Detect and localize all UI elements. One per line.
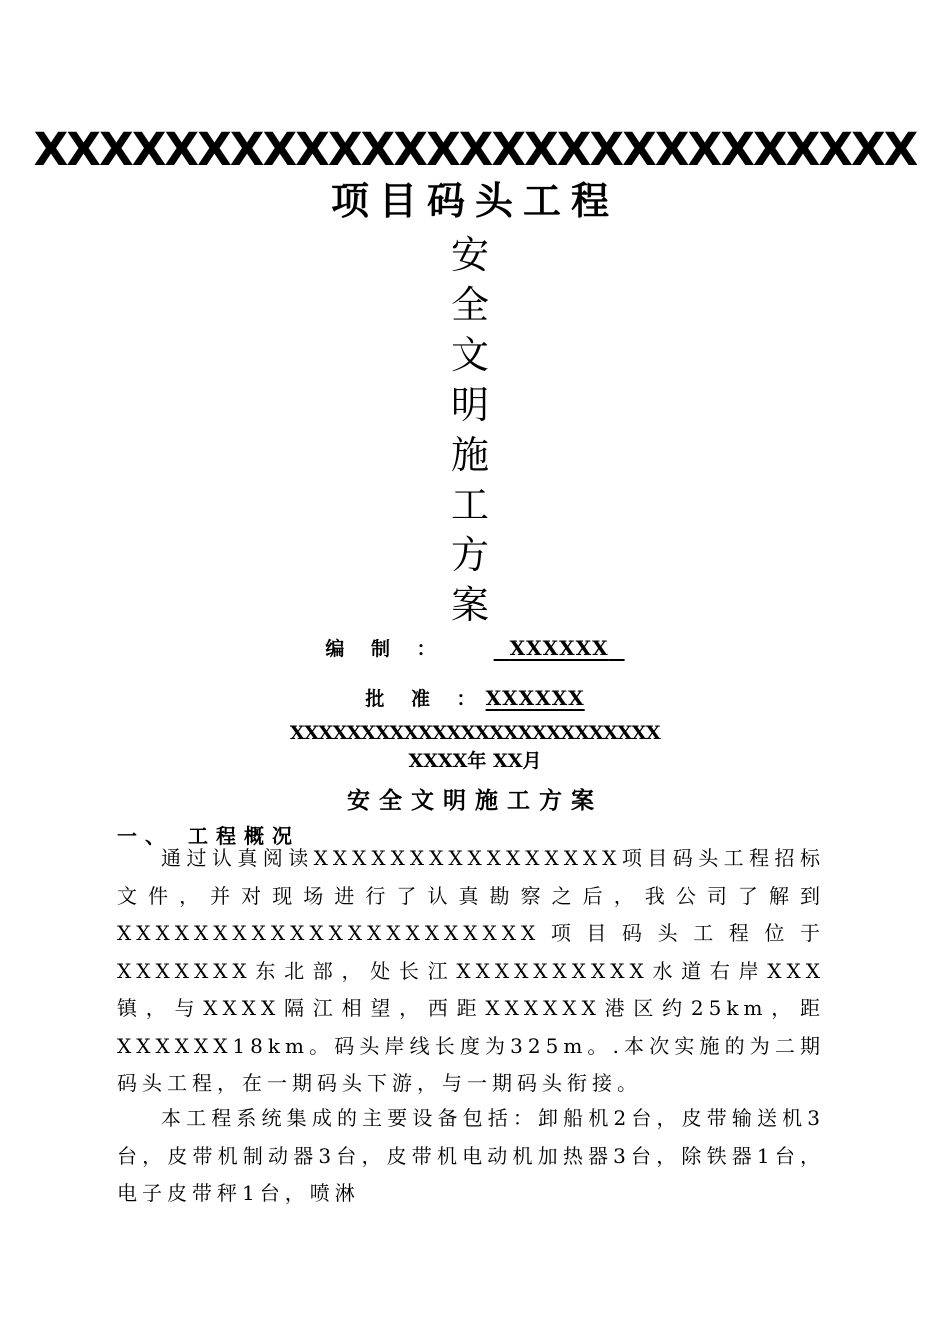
document-title: 安全文明施工方案 <box>347 788 603 814</box>
compiler-value: XXXXXX <box>509 636 609 660</box>
cover-vertical-title <box>445 230 495 630</box>
vertical-title-char: 全 <box>450 283 489 327</box>
company-name: XXXXXXXXXXXXXXXXXXXXXXXXXX <box>289 722 661 744</box>
cover-title-project-name: XXXXXXXXXXXXXXXXXXXXXXXXXXX <box>33 123 917 176</box>
vertical-title-char: 方 <box>450 533 489 577</box>
section-heading: 一、 工程概况 <box>117 824 300 848</box>
cover-title-project: 项目码头工程 <box>330 179 619 223</box>
body-paragraph: 通过认真阅读XXXXXXXXXXXXXXXX项目码头工程招标文件，并对现场进行了认真勘察之后，我公司了解到XXXXXXXXXXXXXXXXXXXXXX项目码头工程位于XXXXXXX东北部，处长江XXXXXXXXXX水道右岸XXX镇，与XXXX隔江相望，西距XXXXXX港区约25km，距XXXXXX18km。码头岸线长度为325m。.本次实施的为二期码头工程，在一期码头下游，与一期码头衔接。 <box>117 846 825 1095</box>
vertical-title-char: 安 <box>450 233 489 277</box>
compiler-row <box>0 634 950 661</box>
document-date: XXXX年 XX月 <box>408 750 542 772</box>
vertical-title-char: 文 <box>450 333 489 377</box>
approver-value: XXXXXX <box>485 686 585 710</box>
compiler-label: 编 制 ： <box>325 638 446 660</box>
vertical-title-char: 施 <box>450 433 489 477</box>
approver-row <box>0 684 950 711</box>
body-paragraph: 本工程系统集成的主要设备包括：卸船机2台，皮带输送机3台，皮带机制动器3台，皮带机电动机加热器3台，除铁器1台，电子皮带秤1台，喷淋 <box>117 1106 825 1205</box>
vertical-title-char: 工 <box>450 483 489 527</box>
vertical-title-char: 明 <box>450 383 489 427</box>
approver-label: 批 准 ： <box>365 688 486 710</box>
vertical-title-char: 案 <box>450 583 489 627</box>
